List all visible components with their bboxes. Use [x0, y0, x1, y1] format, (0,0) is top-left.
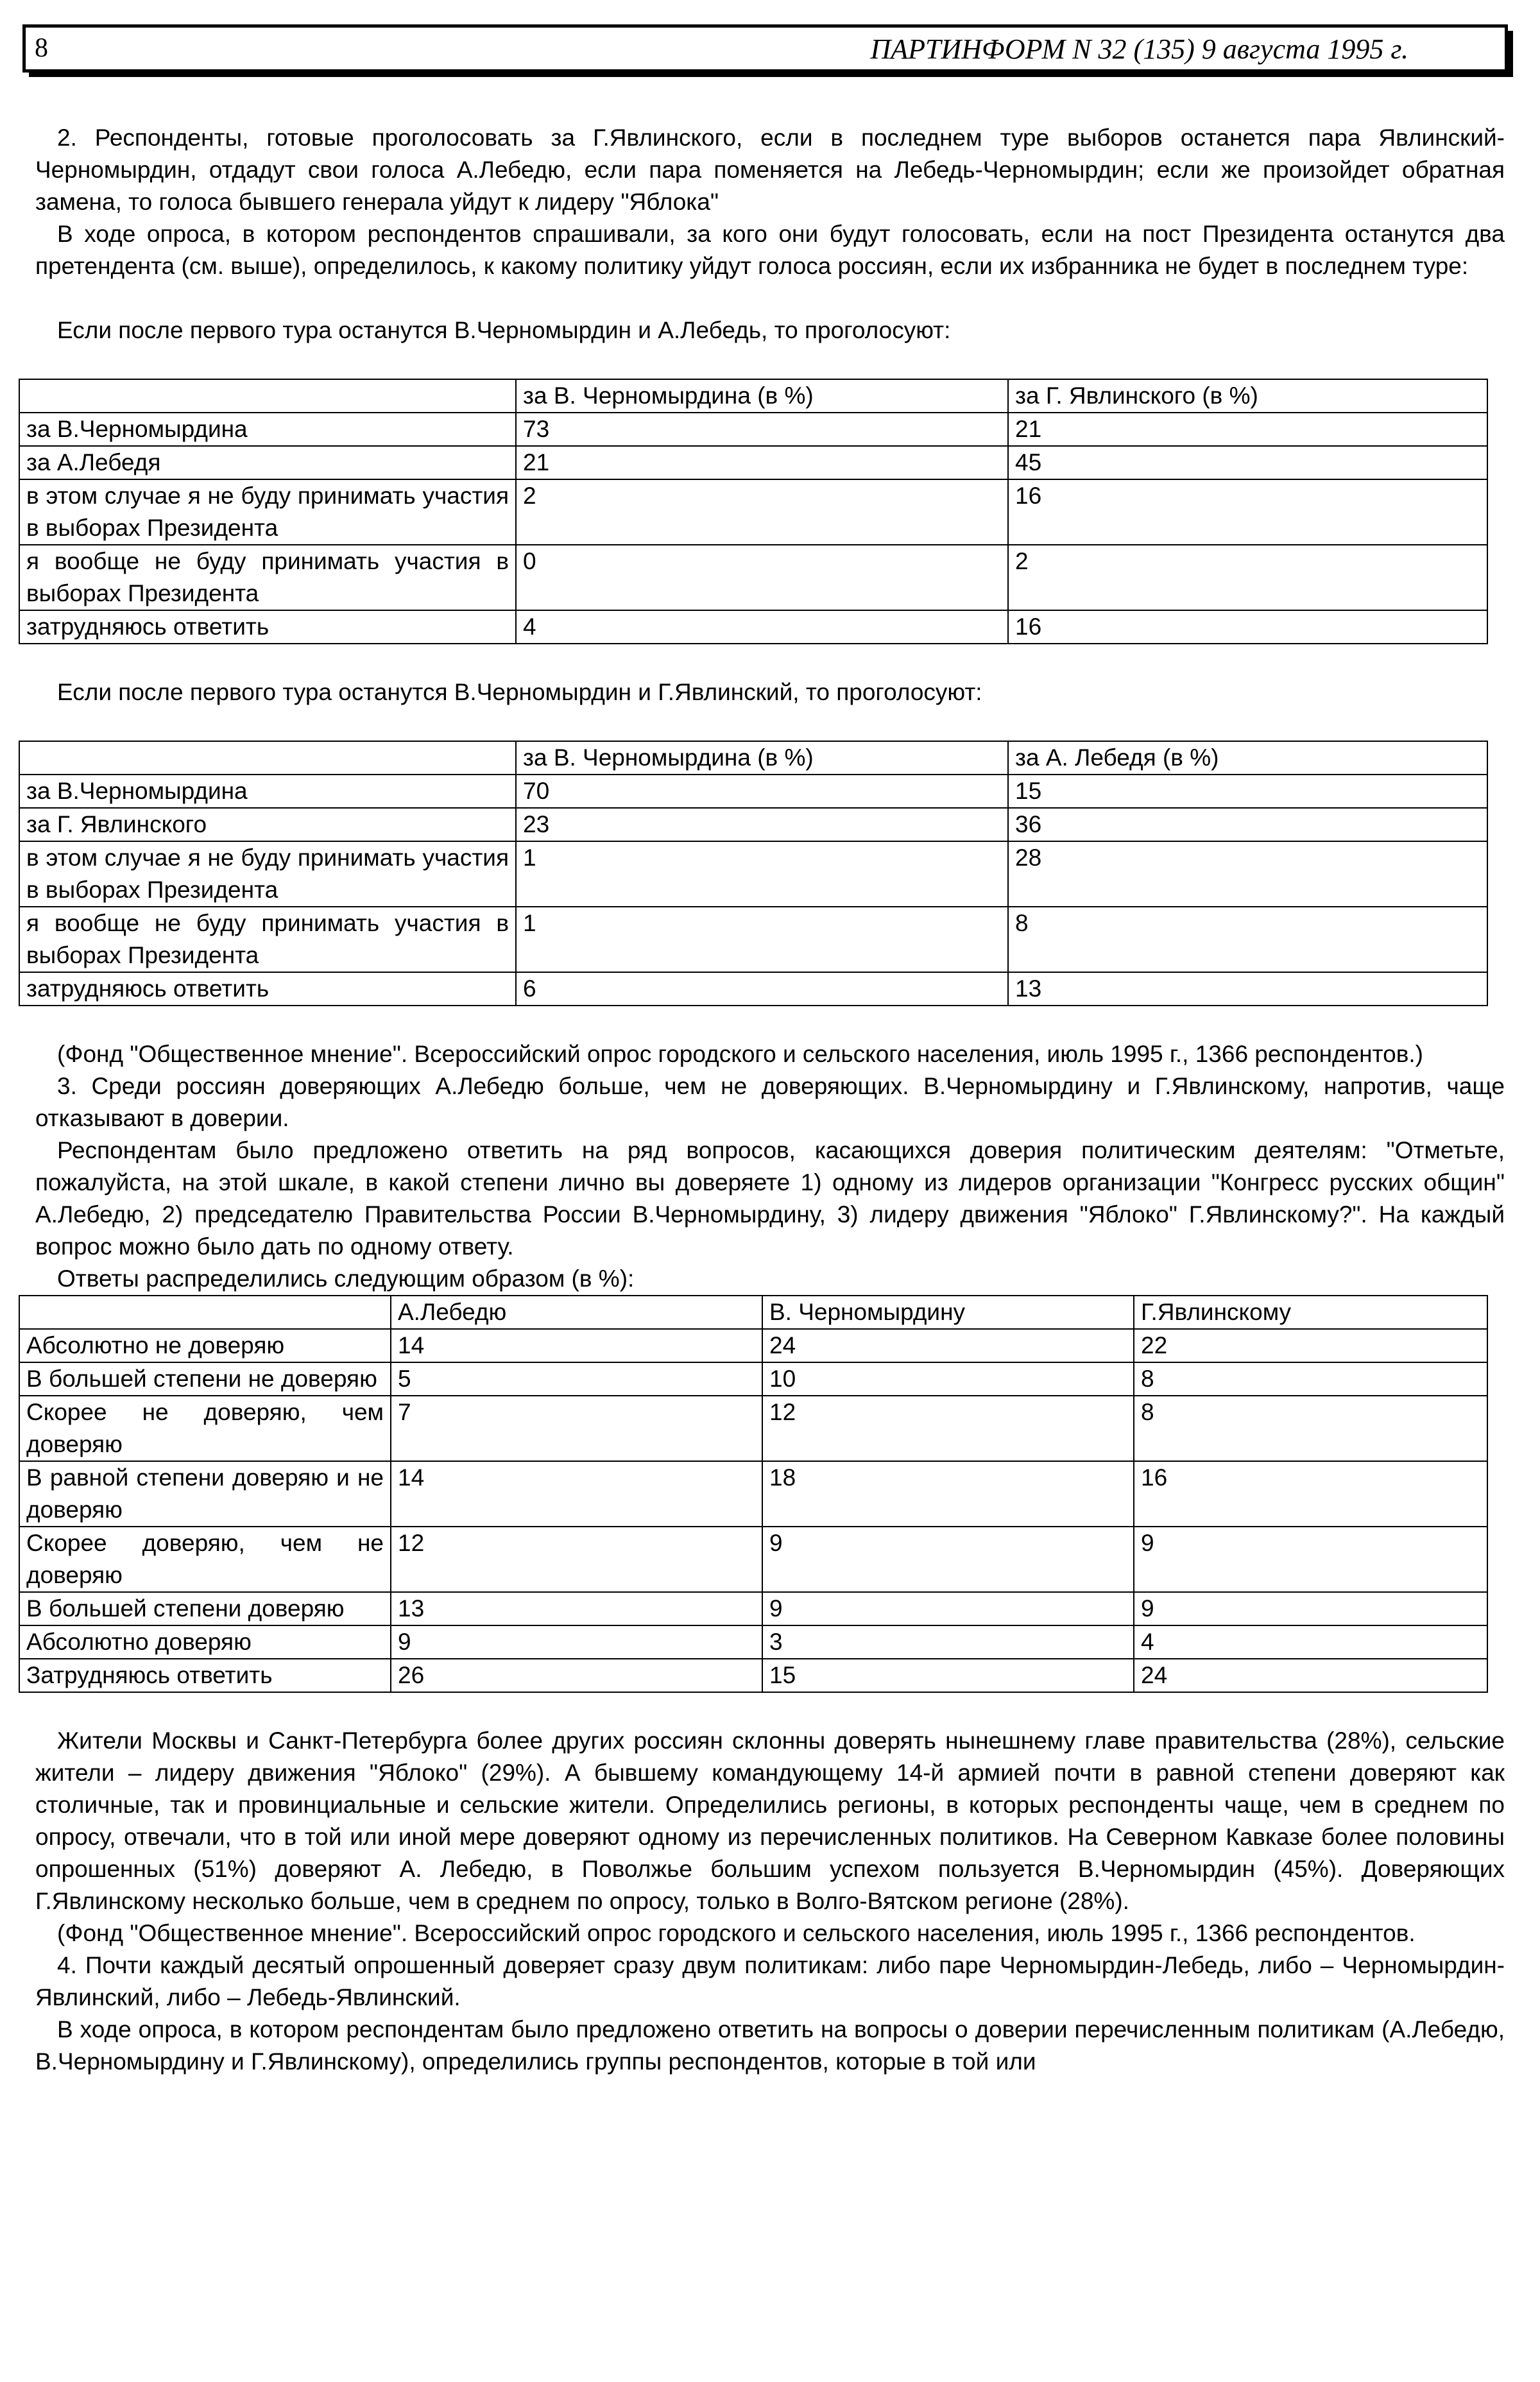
source-note-1: (Фонд "Общественное мнение". Всероссийский опрос городского и сельского населения, июль 1995 г., 1366 респондентов.) — [57, 1041, 1423, 1067]
value-cell: 4 — [516, 610, 1008, 644]
row-label-cell: я вообще не буду принимать участия в выборах Президента — [19, 907, 516, 972]
paragraph-2: 2. Респонденты, готовые проголосовать за Г.Явлинского, если в последнем туре выборов останется пара Явлинский-Черномырдин, отдадут свои голоса А.Лебедю, если пара поменяется на Лебедь-Черномырдин; если же произойдет обратная замена, то голоса бывшего генерала уйдут к лидеру "Яблока" — [35, 124, 1505, 215]
paragraph-3b: Респондентам было предложено ответить на ряд вопросов, касающихся доверия политическим деятелям: "Отметьте, пожалуйста, на этой шкале, в какой степени лично вы доверяете 1) одному из лидеров организации "Конгресс русских общин" А.Лебедю, 2) председателю Правительства России В.Черномырдину, 3) лидеру движения "Яблоко" Г.Явлинскому?". На каждый вопрос можно было дать по одному ответу. — [35, 1137, 1505, 1260]
row-label-cell: я вообще не буду принимать участия в выборах Президента — [19, 545, 516, 610]
paragraph-3: 3. Среди россиян доверяющих А.Лебедю больше, чем не доверяющих. В.Черномырдину и Г.Явлинскому, напротив, чаще отказывают в доверии. — [35, 1073, 1505, 1131]
header-cell: за В. Черномырдина (в %) — [516, 741, 1008, 775]
row-label-cell: В большей степени доверяю — [19, 1592, 391, 1625]
header-cell: за А. Лебедя (в %) — [1008, 741, 1487, 775]
row-label-cell: Затрудняюсь ответить — [19, 1659, 391, 1692]
table-row — [19, 972, 1487, 1006]
header-cell — [19, 1296, 391, 1329]
value-cell: 16 — [1008, 610, 1487, 644]
value-cell: 21 — [516, 446, 1008, 479]
header-cell — [19, 379, 516, 413]
paragraph-2b: В ходе опроса, в котором респондентов спрашивали, за кого они будут голосовать, если на пост Президента останутся два претендента (см. выше), определилось, к какому политику уйдут голоса россиян, если их избранника не будет в последнем туре: — [35, 221, 1505, 279]
table-row — [19, 413, 1487, 446]
value-cell: 73 — [516, 413, 1008, 446]
row-label-cell: В равной степени доверяю и не доверяю — [19, 1461, 391, 1527]
value-cell: 7 — [391, 1396, 762, 1461]
header-cell: В. Черномырдину — [762, 1296, 1134, 1329]
paragraph-4: Жители Москвы и Санкт-Петербурга более других россиян склонны доверять нынешнему главе правительства (28%), сельские жители – лидеру движения "Яблоко" (29%). А бывшему командующему 14-й армией почти в равной степени доверяют как столичные, так и провинциальные и сельские жители. Определились регионы, в которых респонденты чаще, чем в среднем по опросу, отвечали, что в той или иной мере доверяют одному из перечисленных политиков. На Северном Кавказе более половины опрошенных (51%) доверяют А. Лебедю, в Поволжье большим успехом пользуется В.Черномырдин (45%). Доверяющих Г.Явлинскому несколько больше, чем в среднем по опросу, только в Волго-Вятском регионе (28%). — [35, 1727, 1505, 1914]
value-cell: 4 — [1134, 1625, 1487, 1659]
value-cell: 28 — [1008, 841, 1487, 907]
value-cell: 1 — [516, 841, 1008, 907]
table-header-row — [19, 741, 1487, 775]
table-row — [19, 1527, 1487, 1592]
value-cell: 26 — [391, 1659, 762, 1692]
header-cell: Г.Явлинскому — [1134, 1296, 1487, 1329]
value-cell: 24 — [762, 1329, 1134, 1362]
row-label-cell: Абсолютно доверяю — [19, 1625, 391, 1659]
row-label-cell: Скорее не доверяю, чем доверяю — [19, 1396, 391, 1461]
value-cell: 8 — [1008, 907, 1487, 972]
table-header-row — [19, 1296, 1487, 1329]
header-shadow-bottom — [29, 73, 1513, 77]
table-row — [19, 610, 1487, 644]
row-label-cell: затрудняюсь ответить — [19, 610, 516, 644]
table-row — [19, 1329, 1487, 1362]
table-row — [19, 775, 1487, 808]
value-cell: 16 — [1008, 479, 1487, 545]
header-cell — [19, 741, 516, 775]
publication-title: ПАРТИНФОРМ N 32 (135) 9 августа 1995 г. — [870, 33, 1408, 65]
value-cell: 70 — [516, 775, 1008, 808]
table-row — [19, 1592, 1487, 1625]
value-cell: 12 — [762, 1396, 1134, 1461]
value-cell: 24 — [1134, 1659, 1487, 1692]
table-row — [19, 907, 1487, 972]
paragraph-5b: В ходе опроса, в котором респондентам было предложено ответить на вопросы о доверии перечисленным политикам (А.Лебедю, В.Черномырдину и Г.Явлинскому), определились группы респондентов, которые в той или — [35, 2016, 1505, 2075]
value-cell: 22 — [1134, 1329, 1487, 1362]
table-trust — [19, 1295, 1488, 1693]
value-cell: 9 — [1134, 1527, 1487, 1592]
value-cell: 1 — [516, 907, 1008, 972]
row-label-cell: за В.Черномырдина — [19, 413, 516, 446]
value-cell: 13 — [391, 1592, 762, 1625]
value-cell: 45 — [1008, 446, 1487, 479]
table-row — [19, 446, 1487, 479]
paragraph-5: 4. Почти каждый десятый опрошенный доверяет сразу двум политикам: либо паре Черномырдин-Лебедь, либо – Черномырдин-Явлинский, либо – Лебедь-Явлинский. — [35, 1952, 1505, 2010]
table-row — [19, 1396, 1487, 1461]
table2-caption: Если после первого тура останутся В.Черномырдин и Г.Явлинский, то проголосуют: — [57, 679, 982, 705]
value-cell: 10 — [762, 1362, 1134, 1396]
value-cell: 12 — [391, 1527, 762, 1592]
table-header-row — [19, 379, 1487, 413]
value-cell: 0 — [516, 545, 1008, 610]
value-cell: 23 — [516, 808, 1008, 841]
row-label-cell: Скорее доверяю, чем не доверяю — [19, 1527, 391, 1592]
table-row — [19, 808, 1487, 841]
table3-caption: Ответы распределились следующим образом (в %): — [57, 1265, 635, 1292]
value-cell: 6 — [516, 972, 1008, 1006]
row-label-cell: в этом случае я не буду принимать участия в выборах Президента — [19, 479, 516, 545]
value-cell: 18 — [762, 1461, 1134, 1527]
value-cell: 5 — [391, 1362, 762, 1396]
table1-caption: Если после первого тура останутся В.Черномырдин и А.Лебедь, то проголосуют: — [57, 317, 951, 343]
row-label-cell: в этом случае я не буду принимать участия в выборах Президента — [19, 841, 516, 907]
value-cell: 9 — [762, 1592, 1134, 1625]
value-cell: 9 — [391, 1625, 762, 1659]
row-label-cell: Абсолютно не доверяю — [19, 1329, 391, 1362]
page-number: 8 — [35, 33, 48, 63]
table-chernomyrdin-yavlinsky — [19, 741, 1488, 1006]
header-shadow-right — [1508, 31, 1513, 77]
page-header — [22, 24, 1508, 73]
value-cell: 21 — [1008, 413, 1487, 446]
value-cell: 15 — [1008, 775, 1487, 808]
header-cell: за В. Черномырдина (в %) — [516, 379, 1008, 413]
value-cell: 9 — [762, 1527, 1134, 1592]
table-chernomyrdin-lebed — [19, 379, 1488, 644]
value-cell: 15 — [762, 1659, 1134, 1692]
value-cell: 16 — [1134, 1461, 1487, 1527]
table-row — [19, 545, 1487, 610]
value-cell: 8 — [1134, 1362, 1487, 1396]
table-row — [19, 1625, 1487, 1659]
row-label-cell: затрудняюсь ответить — [19, 972, 516, 1006]
table-row — [19, 1461, 1487, 1527]
value-cell: 3 — [762, 1625, 1134, 1659]
value-cell: 9 — [1134, 1592, 1487, 1625]
row-label-cell: за А.Лебедя — [19, 446, 516, 479]
table-row — [19, 1362, 1487, 1396]
value-cell: 8 — [1134, 1396, 1487, 1461]
article-body — [26, 122, 1505, 2078]
value-cell: 2 — [516, 479, 1008, 545]
header-cell: А.Лебедю — [391, 1296, 762, 1329]
value-cell: 13 — [1008, 972, 1487, 1006]
row-label-cell: за В.Черномырдина — [19, 775, 516, 808]
row-label-cell: В большей степени не доверяю — [19, 1362, 391, 1396]
table-row — [19, 841, 1487, 907]
value-cell: 36 — [1008, 808, 1487, 841]
source-note-2: (Фонд "Общественное мнение". Всероссийский опрос городского и сельского населения, июль 1995 г., 1366 респондентов. — [57, 1920, 1416, 1946]
table-row — [19, 479, 1487, 545]
value-cell: 14 — [391, 1461, 762, 1527]
row-label-cell: за Г. Явлинского — [19, 808, 516, 841]
value-cell: 2 — [1008, 545, 1487, 610]
value-cell: 14 — [391, 1329, 762, 1362]
table-row — [19, 1659, 1487, 1692]
header-cell: за Г. Явлинского (в %) — [1008, 379, 1487, 413]
